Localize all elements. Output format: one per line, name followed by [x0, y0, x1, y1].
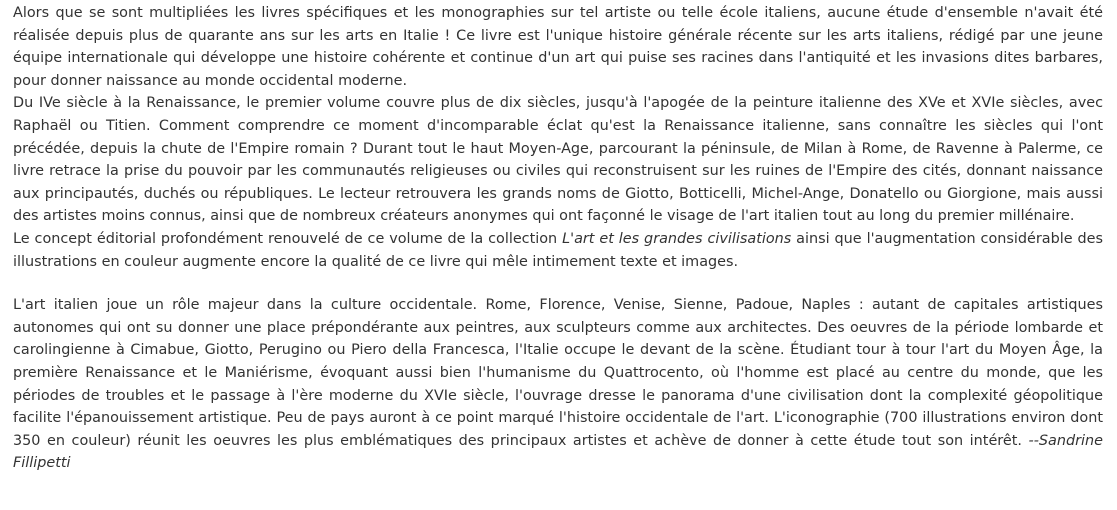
collection-title: L'art et les grandes civilisations	[562, 230, 792, 247]
editorial-review	[13, 294, 1103, 475]
paragraph-3-intro: Le concept éditorial profondément renouvelé de ce volume de la collection	[13, 230, 563, 247]
description-paragraph-2: Du IVe siècle à la Renaissance, le premier volume couvre plus de dix siècles, jusqu'à l'apogée de la peinture italienne des XVe et XVIe siècles, avec Raphaël ou Titien. Comment comprendre ce moment d'incomparable éclat qu'est la Renaissance italienne, sans connaître les siècles qui l'ont précédée, depuis la chute de l'Empire romain ? Durant tout le haut Moyen-Age, parcourant la péninsule, de Milan à Rome, de Ravenne à Palerme, ce livre retrace la prise du pouvoir par les communautés religieuses ou civiles qui reconstruisent sur les ruines de l'Empire des cités, donnant naissance aux principautés, duchés ou républiques. Le lecteur retrouvera les grands noms de Giotto, Botticelli, Michel-Ange, Donatello ou Giorgione, mais aussi des artistes moins connus, ainsi que de nombreux créateurs anonymes qui ont façonné le visage de l'art italien tout au long du premier millénaire.	[13, 95, 1103, 225]
review-attribution: --Sandrine Fillipetti	[13, 432, 1103, 472]
description-paragraph-3	[13, 228, 1103, 273]
publisher-description	[13, 2, 1103, 273]
review-text: L'art italien joue un rôle majeur dans la culture occidentale. Rome, Florence, Venise, Sienne, Padoue, Naples : autant de capitales artistiques autonomes qui ont su donner une place prépondérante aux peintres, aux sculpteurs comme aux architectes. Des oeuvres de la période lombarde et carolingienne à Cimabue, Giotto, Perugino ou Piero della Francesca, l'Italie occupe le devant de la scène. Étudiant tour à tour l'art du Moyen Âge, la première Renaissance et le Maniérisme, évoquant aussi bien l'humanisme du Quattrocento, où l'homme est placé au centre du monde, que les périodes de troubles et le passage à l'ère moderne du XVIe siècle, l'ouvrage dresse le panorama d'une civilisation dont la complexité géopolitique facilite l'épanouissement artistique. Peu de pays auront à ce point marqué l'histoire occidentale de l'art. L'iconographie (700 illustrations environ dont 350 en couleur) réunit les oeuvres les plus emblématiques des principaux artistes et achève de donner à cette étude tout son intérêt.	[13, 297, 1103, 449]
paragraph-3-outro: ainsi que l'augmentation considérable des illustrations en couleur augmente encore la qualité de ce livre qui mêle intimement texte et images.	[13, 230, 1103, 270]
description-paragraph-1: Alors que se sont multipliées les livres spécifiques et les monographies sur tel artiste ou telle école italiens, aucune étude d'ensemble n'avait été réalisée depuis plus de quarante ans sur les arts en Italie ! Ce livre est l'unique histoire générale récente sur les arts italiens, rédigé par une jeune équipe internationale qui développe une histoire cohérente et continue d'un art qui puise ses racines dans l'antiquité et les invasions dites barbares, pour donner naissance au monde occidental moderne.	[13, 5, 1103, 89]
